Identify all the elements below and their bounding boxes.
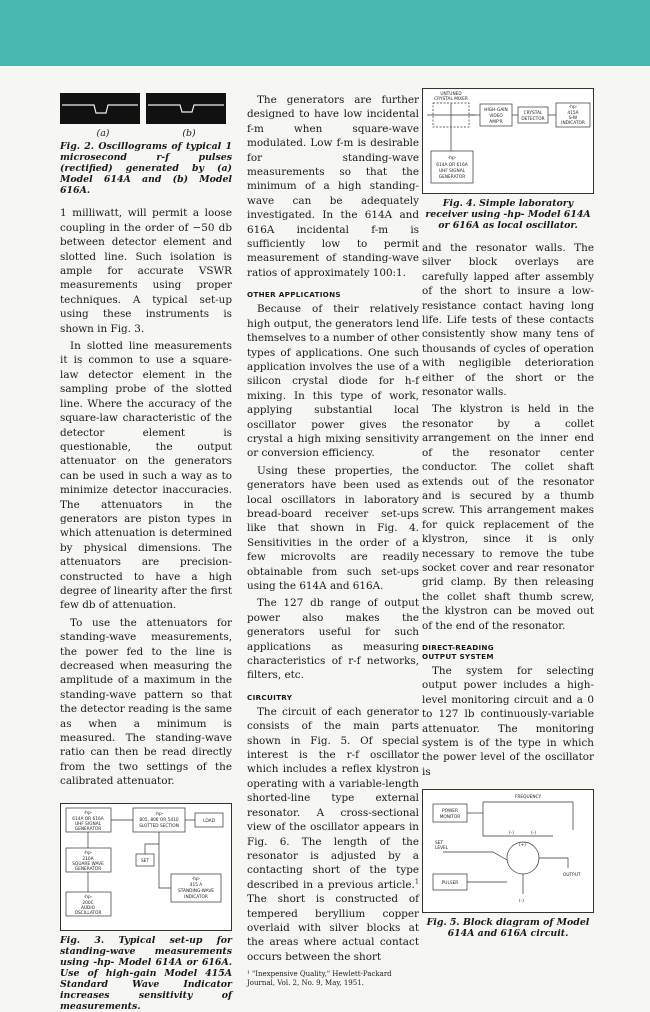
fig3-set: SET [140,858,150,864]
col1-paragraph-3: To use the attenuators for standing-wave measurements, the power fed to the line is decreased when measuring the amplitude of a maximum in the standing-wave pattern so that the detector reading is the same as when a minimum is measured. The standing-wave ratio can then be read directly from the two settings of the calibrated attenuator. [60,616,232,788]
fig4-diagram [422,88,594,194]
col1-paragraph-1: 1 milliwatt, will permit a loose coupling in the order of −50 db between detector element and slotted line. Such isolation is ample for accurate VSWR measurements using proper techniques. A typical set-up using these instruments is shown in Fig. 3. [60,207,232,335]
fig3-osc-model: -hp- [83,894,93,900]
footnote: ¹ "Inexpensive Quality," Hewlett-Packard Journal, Vol. 2, No. 9, May, 1951. [247,970,392,987]
fig4-caption: Fig. 4. Simple laboratory receiver using -hp- Model 614A or 616A as local oscillator. [425,198,591,231]
col2-paragraph-5-tail: The short is constructed of tempered beryllium copper overlaid with silver blocks at the areas where actual contact occurs between the short [247,893,419,963]
fig2-caption: Fig. 2. Oscillograms of typical 1 microsecond r-f pulses (rectified) generated by (a) Model 614A and (b) Model 616A. [60,141,232,197]
fig4-mixer-2: CRYSTAL MIXER [434,97,468,102]
footnote-ref: 1 [414,877,419,886]
col2-paragraph-5-text: The circuit of each generator consists of the main parts shown in Fig. 5. Of special interest is the r-f oscillator which includes a reflex klystron operating with a variable-length shorted-line type external resonator. A cross-sectional view of the oscillator appears in Fig. 6. The length of the resonator is adjusted by a contacting short of the type described in a previous article. [247,705,419,891]
fig3-slot-model: -hp- [154,811,164,817]
fig3-osc-label: 200C [82,900,94,906]
heading-output-system: OUTPUT SYSTEM [422,651,494,661]
fig3-sq-sub: SQUARE WAVE [72,861,104,867]
fig3-slot-label: 805, 806 OR 5410 [139,817,179,823]
fig5-set-level-2: LEVEL [435,846,449,852]
col2-paragraph-5 [247,705,419,964]
fig2-label-a: (a) [96,128,110,139]
fig3-osc-sub: AUDIO [80,905,96,911]
fig3-sq-sub2: GENERATOR [74,866,102,872]
fig4-amp-2: VIDEO [489,114,503,119]
fig3-osc-sub2: OSCILLATOR [74,910,102,916]
fig5-plus: (+) [519,843,526,849]
fig4-sw-1: 415A [567,111,579,116]
fig5-minus-2: (-) [531,831,536,837]
top-color-band [0,0,650,66]
fig4-amp-3: AMP'R [489,120,503,125]
fig4-gen-3: GENERATOR [438,175,466,180]
column-2 [247,93,419,987]
fig2-oscillograms [60,93,232,124]
fig5-minus-3: (-) [519,899,524,905]
fig3-sq-label: 210A [82,856,94,862]
fig5-set-level-1: SET [435,841,444,847]
fig5-pulser: PULSER [441,881,459,887]
fig3-load: LOAD [203,818,215,824]
heading-direct-reading: DIRECT-READING [422,642,494,652]
fig4-gen-2: UHF SIGNAL [438,169,466,174]
col2-paragraph-4: The 127 db range of output power also makes the generators useful for such applications as measuring characteristics of r-f networks, filters, etc. [247,597,419,682]
fig3-sq-model: -hp- [83,850,93,856]
col2-paragraph-1: The generators are further designed to have low incidental f-m when square-wave modulated. Low f-m is desirable for standing-wave measurements so that the minimum of a high standing-wave can be adequately investigated. In the 614A and 616A incidental f-m is sufficiently low to permit measurement of standing-wave ratios of approximately 100:1. [247,94,419,279]
column-1 [60,93,232,1012]
fig5-output: OUTPUT [563,873,581,879]
fig3-ind-label: 415 A [189,882,203,888]
fig3-ind-sub: STANDING-WAVE [177,888,215,894]
fig2-label-b: (b) [182,128,196,139]
col3-paragraph-3: The system for selecting output power includes a high-level monitoring circuit and a 0 to 127 lb continuously-variable attenuator. The monitoring system is of the type in which the power level of the oscillator is [422,664,594,778]
col2-paragraph-2: Because of their relatively high output, the generators lend themselves to a number of other types of applications. One such application involves the use of a silicon crystal diode for h-f mixing. In this type of work, applying substantial local oscillator power gives the crystal a high mixing sensitivity or conversion efficiency. [247,303,419,460]
oscillogram-b [146,93,226,124]
fig4-det-1: CRYSTAL [523,111,543,116]
fig4-gen-model: -hp- [447,156,457,161]
col2-paragraph-3: Using these properties, the generators have been used as local oscillators in laboratory bread-board receiver set-ups like that shown in Fig. 4. Sensitivities in the order of a few microvolts are readily obtainable from such set-ups using the 614A and 616A. [247,464,419,592]
fig3-gen-model: -hp- [83,810,93,816]
fig5-frequency: FREQUENCY [514,795,542,801]
fig3-slot-sub: SLOTTED SECTION [139,823,179,829]
fig5-diagram [422,789,594,913]
heading-other-applications: OTHER APPLICATIONS [247,290,341,300]
fig4-sw-model: -hp- [568,105,578,110]
fig4-det-2: DETECTOR [521,117,545,122]
fig3-caption: Fig. 3. Typical set-up for standing-wave measurements using -hp- Model 614A or 616A. Use of high-gain Model 415A Standard Wave Indicator increases sensitivity of measurements. [60,934,232,1012]
col1-paragraph-2: In slotted line measurements it is common to use a square-law detector element in the sampling probe of the slotted line. Where the accuracy of the square-law characteristic of the detector element is questionable, the output attenuator on the generators can be used in such a way as to minimize detector inaccuracies. The attenuators in the generators are piston types in which attenuation is determined by physical dimensions. The attenuators are precision-constructed to have a high degree of linearity after the first few db of attenuation. [60,340,232,612]
fig4-amp-1: HIGH-GAIN [484,108,508,113]
oscillogram-a [60,93,140,124]
heading-circuitry: CIRCUITRY [247,692,293,702]
col3-paragraph-2: The klystron is held in the resonator by a collet arrangement on the inner end of the resonator center conductor. The collet shaft extends out of the resonator and is secured by a thumb screw. This arrangement makes for quick replacement of the klystron, since it is only necessary to remove the tube socket cover and rear resonator grid clamp. By then releasing the collet shaft thumb screw, the klystron can be moved out of the end of the resonator. [422,403,594,632]
fig5-power-monitor-2: MONITOR [439,815,461,821]
fig5-minus-1: (-) [509,831,514,837]
fig4-sw-3: INDICATOR [561,121,585,126]
fig3-ind-model: -hp- [191,876,201,882]
fig4-sw-2: S-W [568,116,578,121]
fig5-caption: Fig. 5. Block diagram of Model 614A and 616A circuit. [426,917,590,940]
fig3-gen-sub: UHF SIGNAL [74,821,102,827]
fig4-gen-1: 614A OR 616A [436,163,468,168]
col3-paragraph-1: and the resonator walls. The silver block overlays are carefully lapped after assembly of the short to insure a low-resistance contact having long life. Life tests of these contacts consistently show many tens of thousands of cycles of operation with negligible deterioration either of the short or the resonator walls. [422,242,594,399]
fig3-gen-sub2: GENERATOR [74,826,102,832]
fig4-mixer-1: UNTUNED [440,92,462,97]
column-3 [422,88,594,939]
fig3-ind-sub2: INDICATOR [184,894,208,900]
fig3-diagram [60,803,232,931]
fig3-gen-label: 614A OR 616A [72,816,104,822]
fig5-power-monitor-1: POWER [442,809,458,815]
